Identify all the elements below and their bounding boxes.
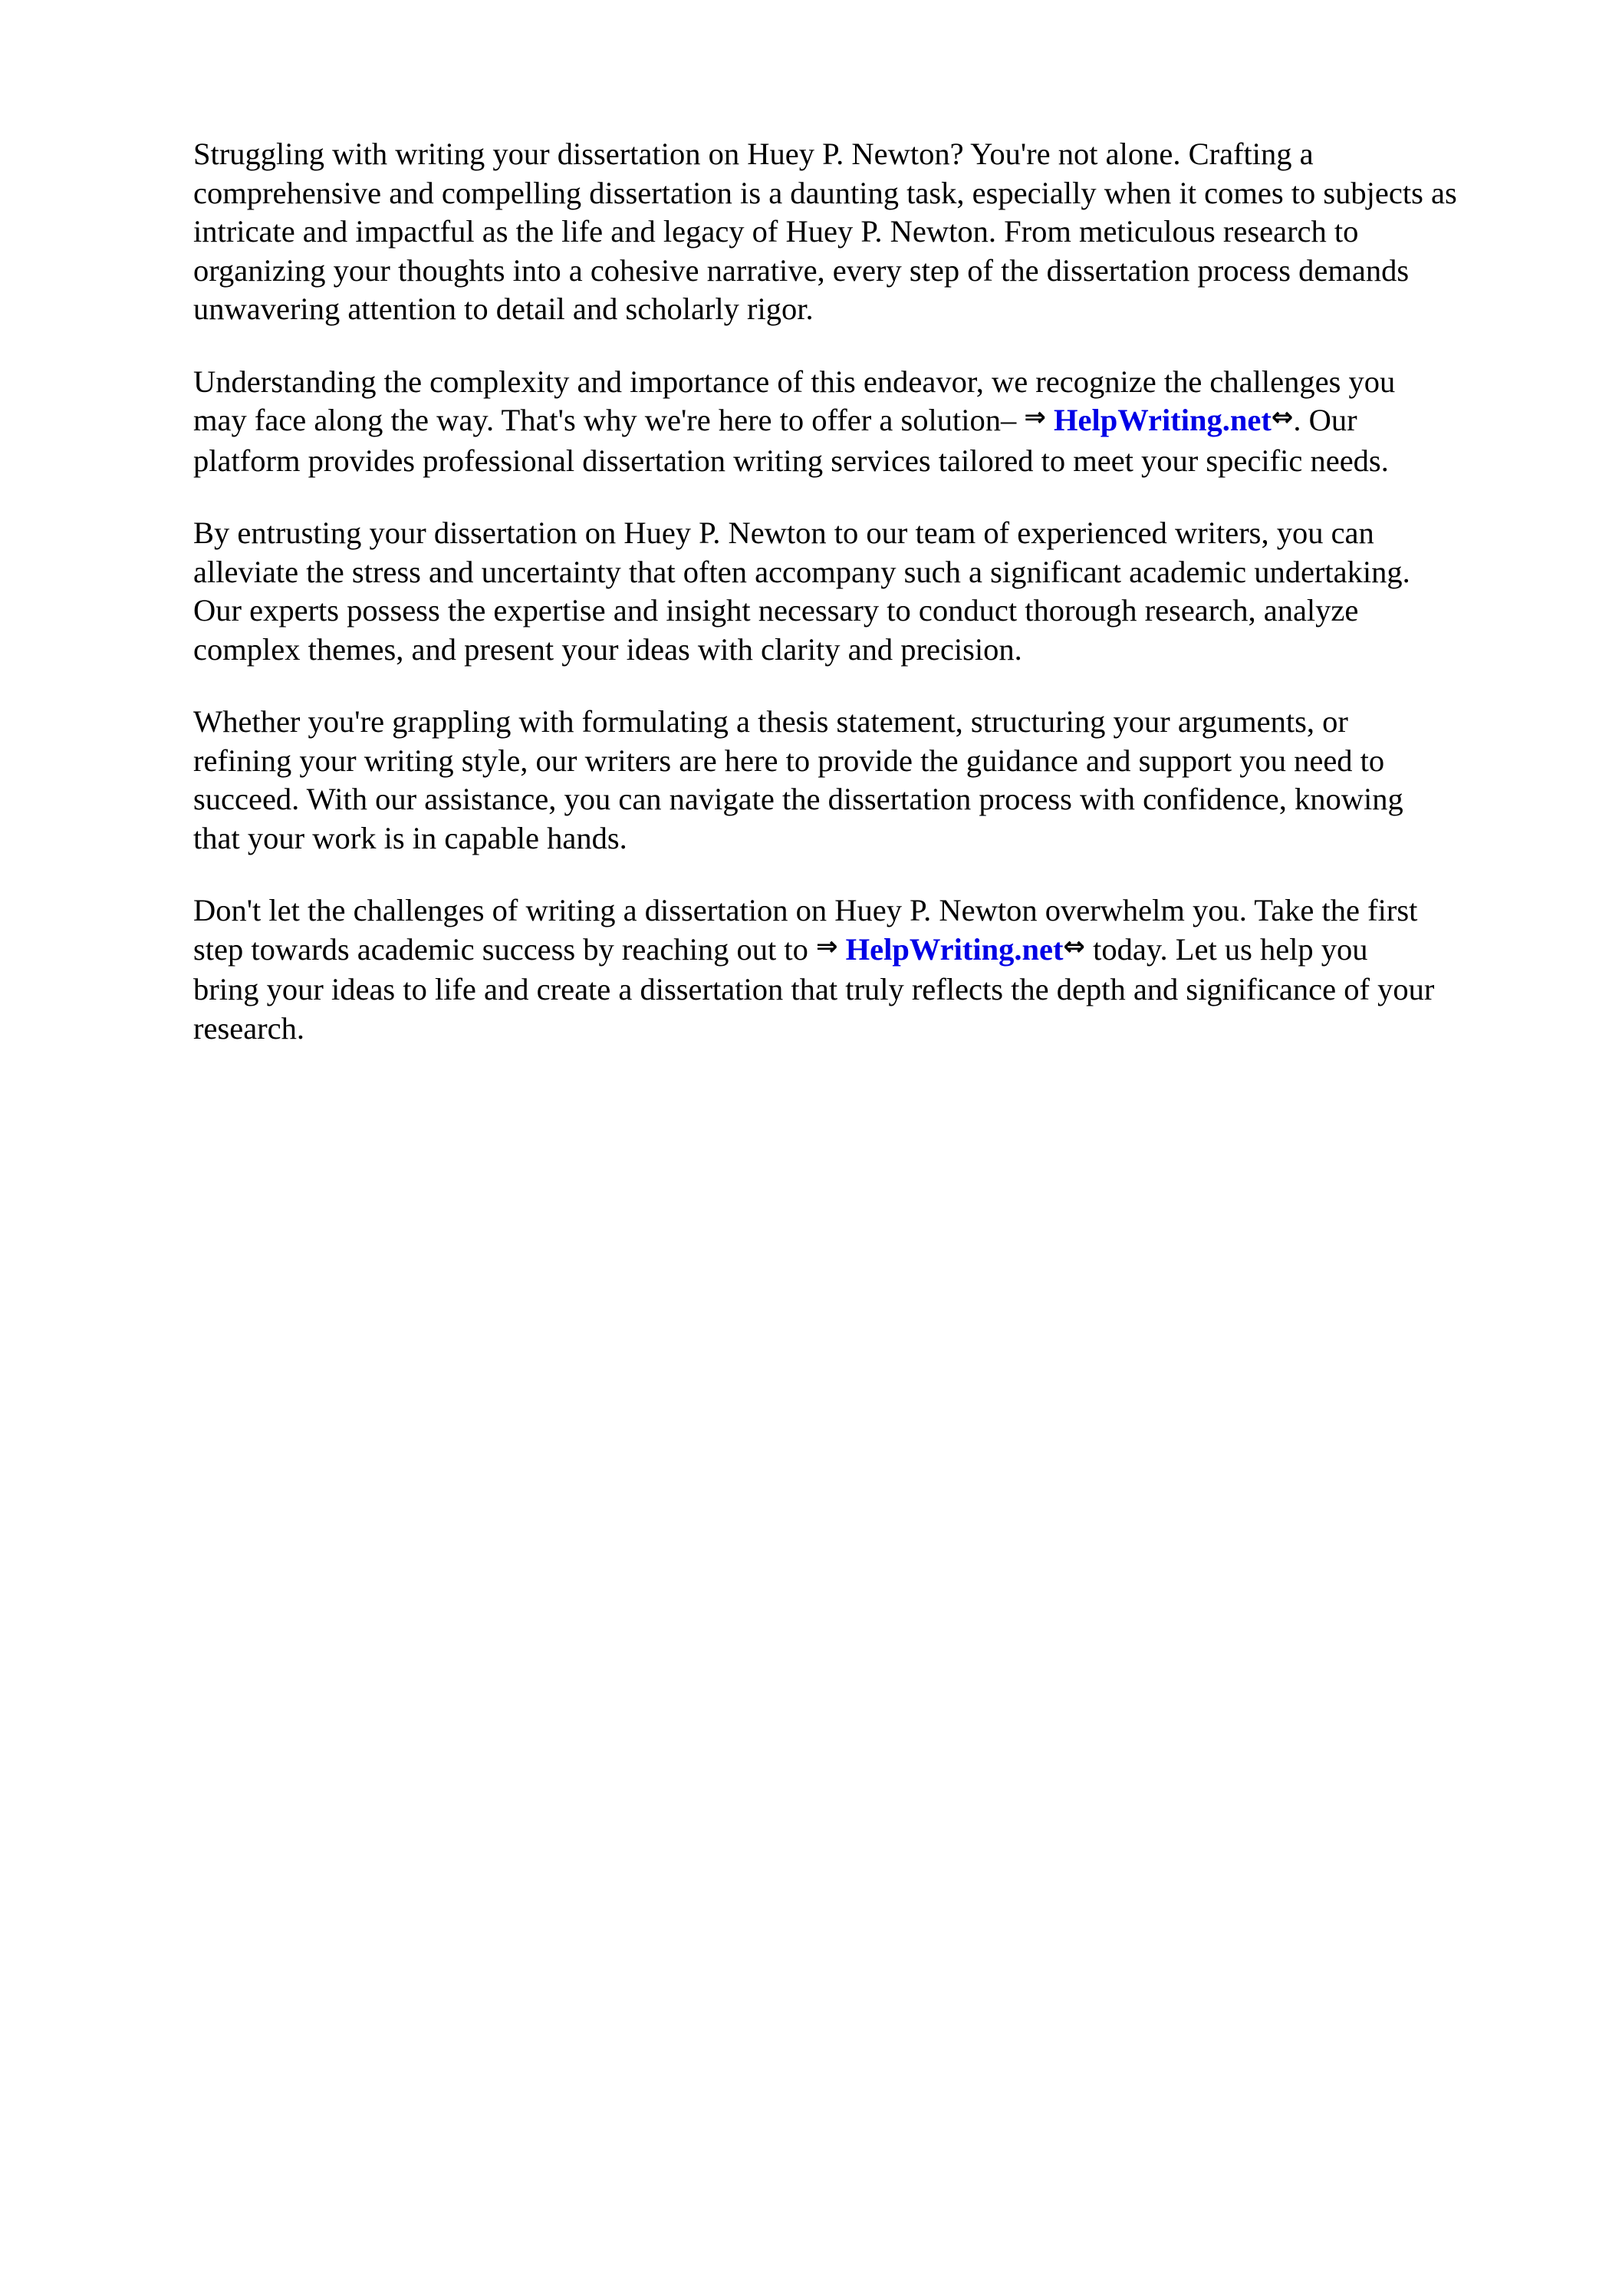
paragraph-intro — [193, 135, 1558, 329]
text-line: platform provides professional dissertation writing services tailored to meet your specific needs. — [193, 443, 1389, 478]
text-fragment: step towards academic success by reaching out to — [193, 931, 816, 967]
text-line: Don't let the challenges of writing a dissertation on Huey P. Newton overwhelm you. Take the first — [193, 893, 1418, 927]
paragraph-solution — [193, 363, 1558, 481]
helpwriting-link[interactable]: HelpWriting.net — [845, 931, 1064, 967]
text-line: complex themes, and present your ideas with clarity and precision. — [193, 631, 1022, 667]
paragraph-guidance — [193, 703, 1558, 858]
text-line: Struggling with writing your dissertation on Huey P. Newton? You're not alone. Crafting a — [193, 137, 1314, 171]
text-line: Understanding the complexity and importance of this endeavor, we recognize the challenges you — [193, 364, 1396, 399]
text-line: intricate and impactful as the life and legacy of Huey P. Newton. From meticulous research to — [193, 214, 1359, 249]
text-line: unwavering attention to detail and scholarly rigor. — [193, 292, 814, 326]
paragraph-entrusting — [193, 514, 1558, 669]
text-line: bring your ideas to life and create a dissertation that truly reflects the depth and significance of your — [193, 972, 1435, 1006]
double-arrow-right-icon: ⇒ — [1024, 402, 1046, 433]
text-line: research. — [193, 1010, 305, 1046]
text-line: alleviate the stress and uncertainty that often accompany such a significant academic undertaking. — [193, 554, 1410, 589]
paragraph-call-to-action — [193, 891, 1558, 1048]
text-fragment: . Our — [1293, 403, 1357, 437]
text-line: Whether you're grappling with formulating a thesis statement, structuring your arguments, or — [193, 704, 1348, 739]
text-line: Our experts possess the expertise and insight necessary to conduct thorough research, analyze — [193, 593, 1359, 628]
helpwriting-link[interactable]: HelpWriting.net — [1053, 403, 1272, 437]
text-line: refining your writing style, our writers are here to provide the guidance and support you need to — [193, 743, 1385, 778]
document-page — [193, 135, 1558, 1082]
text-line: succeed. With our assistance, you can navigate the dissertation process with confidence, knowing — [193, 782, 1403, 816]
text-line: organizing your thoughts into a cohesive narrative, every step of the dissertation process demands — [193, 252, 1410, 288]
double-arrow-both-icon: ⇔ — [1063, 931, 1085, 962]
text-line-with-link — [193, 931, 1558, 971]
text-line-with-link — [193, 401, 1558, 442]
double-arrow-both-icon: ⇔ — [1271, 402, 1294, 433]
text-fragment: may face along the way. That's why we're here to offer a solution– — [193, 403, 1025, 437]
text-fragment: today. Let us help you — [1085, 931, 1368, 967]
double-arrow-right-icon: ⇒ — [815, 931, 838, 962]
text-line: that your work is in capable hands. — [193, 820, 627, 855]
text-line: By entrusting your dissertation on Huey P. Newton to our team of experienced writers, you can — [193, 516, 1374, 550]
text-line: comprehensive and compelling dissertation is a daunting task, especially when it comes to subjects as — [193, 175, 1457, 210]
